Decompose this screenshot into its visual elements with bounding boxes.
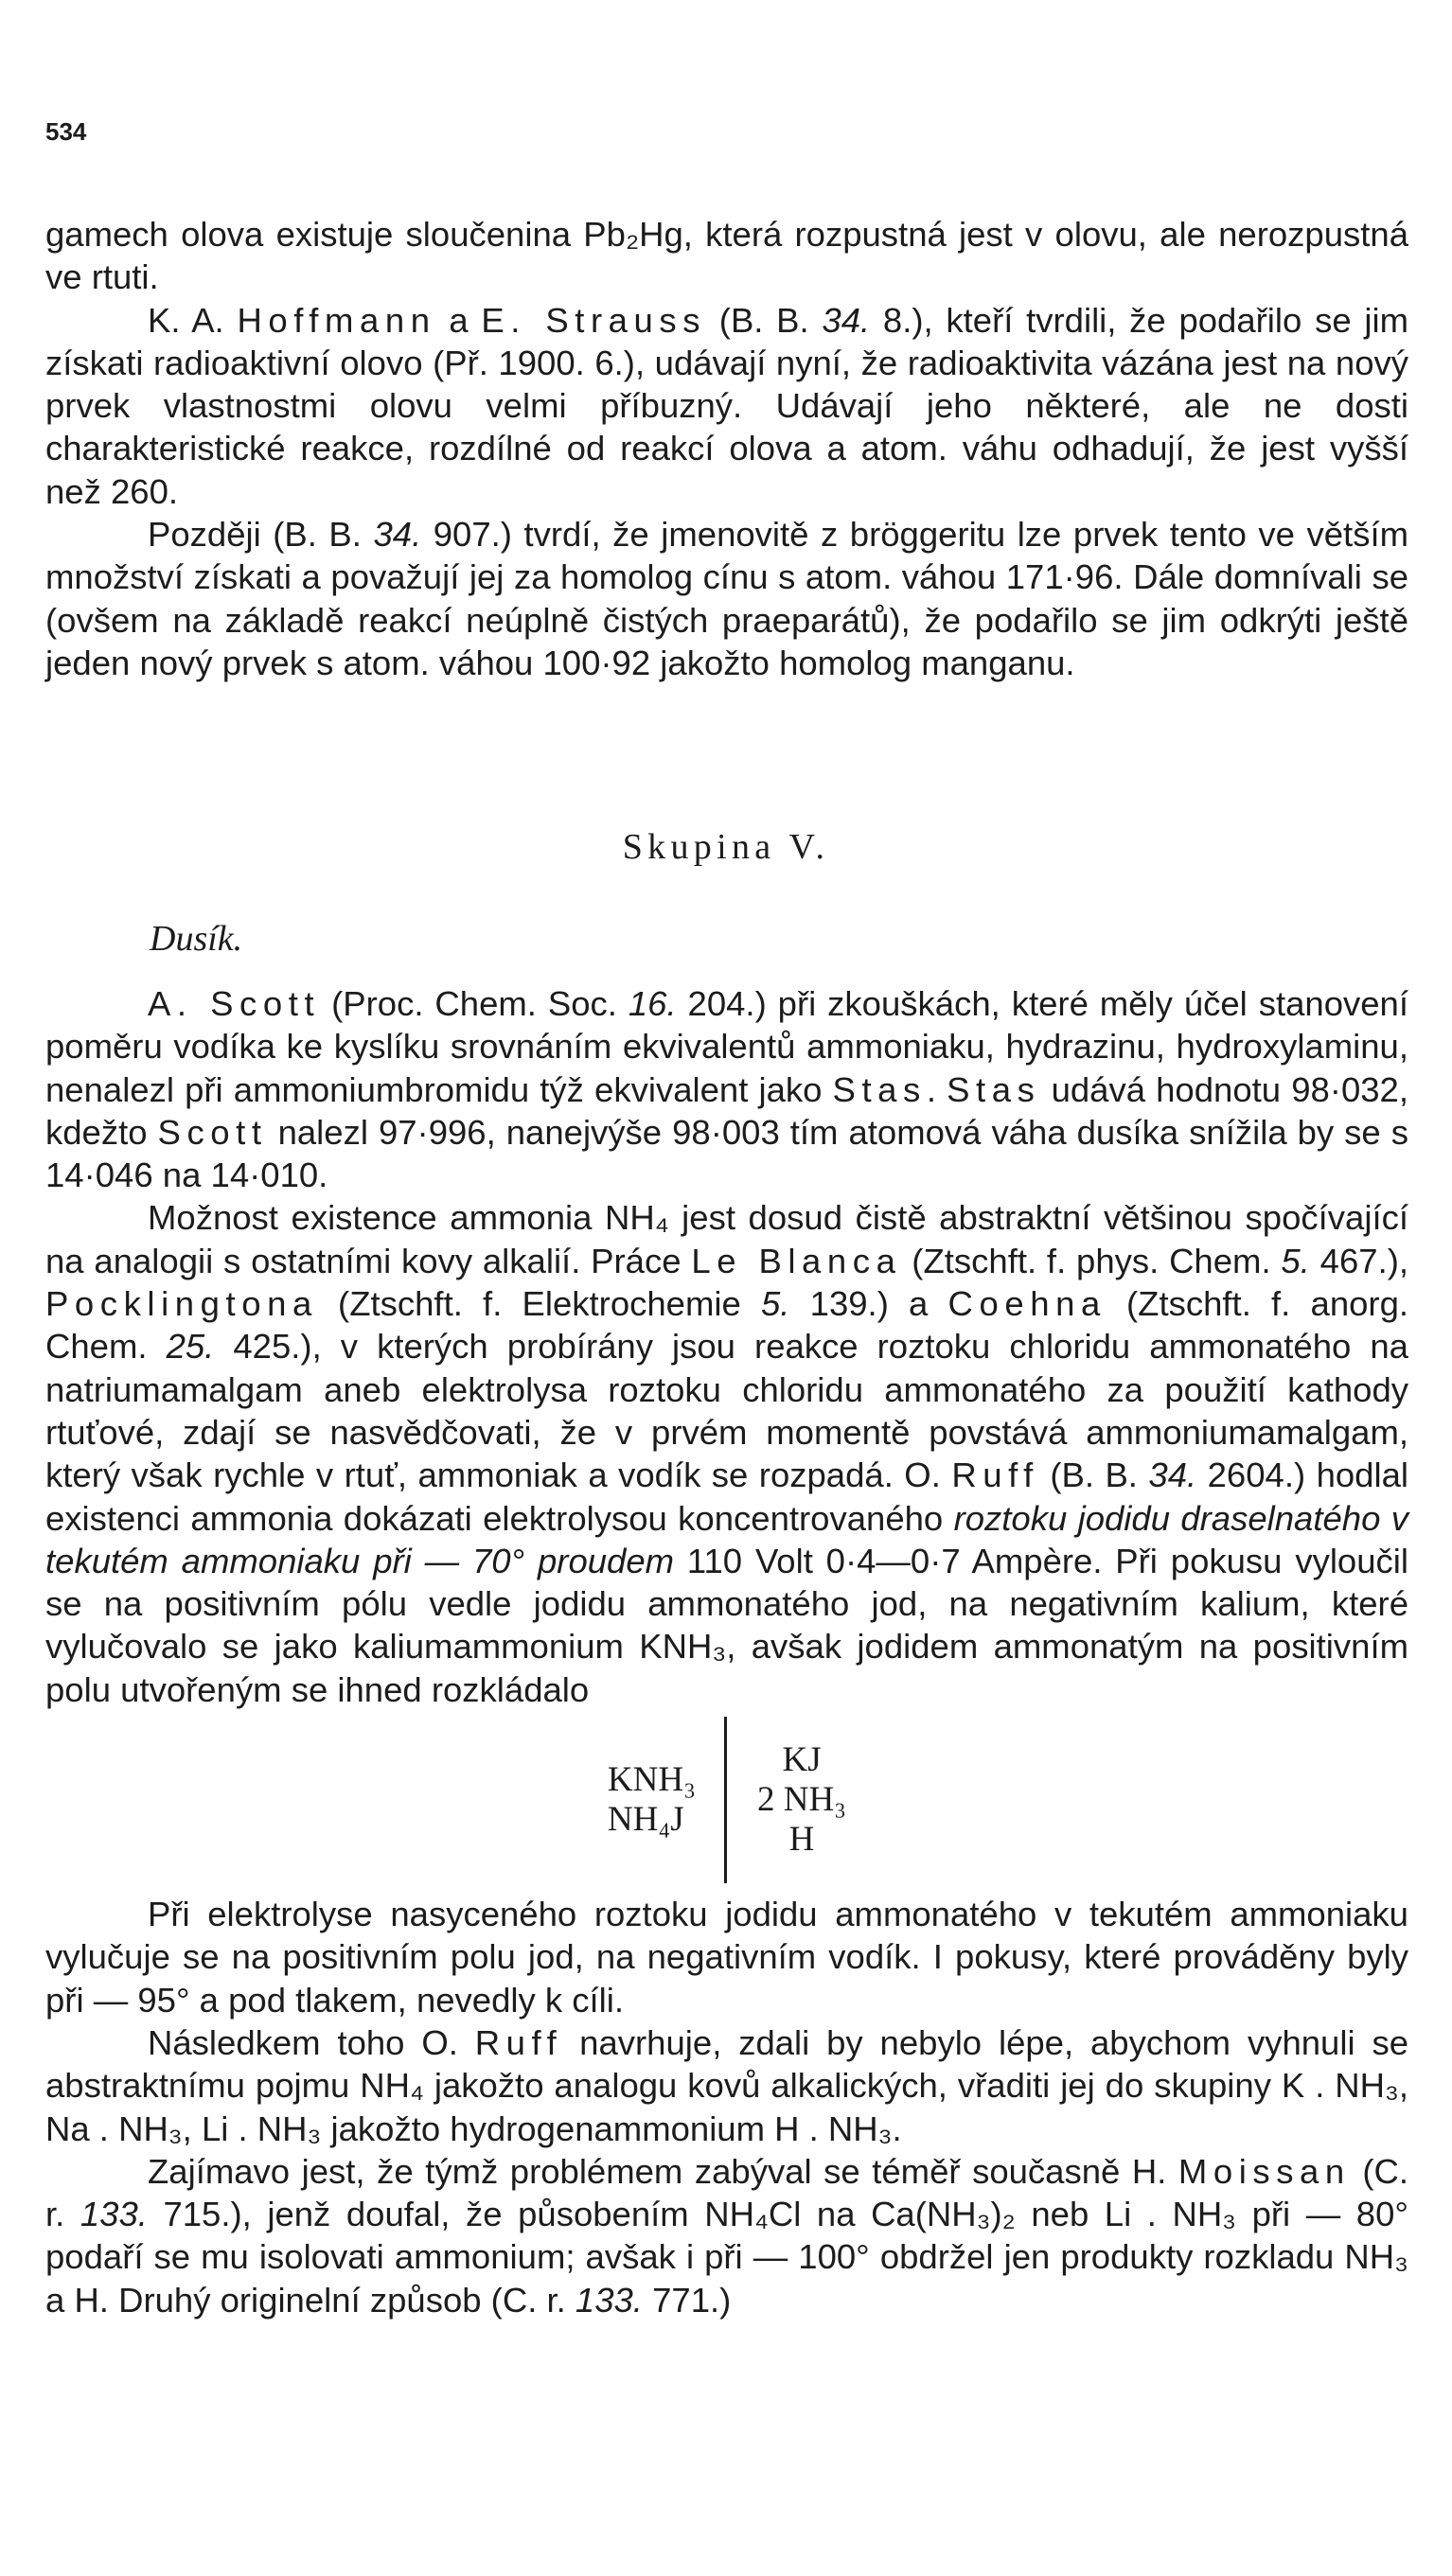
page-number: 534 — [45, 117, 87, 146]
author-name: Ruff — [474, 2022, 563, 2062]
volume-number: 133. — [80, 2195, 148, 2234]
text-run: 2604.) hodlal existenci ammonia dokázati elektrolysou koncentrovaného — [45, 1456, 1408, 1538]
section-heading: Skupina V. — [622, 827, 830, 867]
text-run: Následkem toho O. — [148, 2022, 475, 2062]
paragraph-8 — [45, 2150, 1408, 2321]
formula-term: KNH₃ — [607, 1760, 696, 1800]
text-run: navrhuje, zdali by nebylo lépe, abychom vyhnuli se abstraktnímu pojmu NH₄ jakožto analogu kovů alkalických, vřaditi jej do skupiny K . NH₃, Na . NH₃, Li . NH₃ jakožto hydrogenammonium H . NH₃. — [45, 2022, 1408, 2148]
text-run: 771.) — [642, 2280, 732, 2320]
formula-term: NH₄J — [607, 1800, 684, 1840]
text-run: a — [435, 300, 482, 340]
text-run: udává hodnotu 98·032, kdežto — [45, 1069, 1408, 1152]
text-run: Možnost existence ammonia NH₄ jest dosud čistě abstraktní většinou spočívající na analogii s ostatními kovy alkalií. Práce — [45, 1198, 1408, 1280]
author-name: Moissan — [1178, 2151, 1351, 2191]
volume-number: 5. — [761, 1284, 790, 1324]
author-name: Stas — [832, 1069, 927, 1109]
text-run: 467.), — [1309, 1241, 1409, 1280]
volume-number: 133. — [575, 2280, 643, 2320]
formula-right — [727, 1740, 846, 1860]
author-name: Pocklingtona — [45, 1284, 318, 1324]
formula-term: KJ — [782, 1740, 822, 1780]
author-name: Coehna — [947, 1284, 1107, 1324]
text-run: (Ztschft. f. phys. Chem. — [901, 1241, 1282, 1280]
formula-term: H — [788, 1820, 815, 1860]
text-run: Později (B. B. — [148, 515, 374, 555]
paragraph-2 — [45, 299, 1408, 513]
text-run: 8.), kteří tvrdili, že podařilo se jim získati radioaktivní olovo (Př. 1900. 6.), udávají nyní, že radioaktivita vázána jest na nový prvek vlastnostmi olovu velmi příbuzný. Udávají jeho některé, ale ne dosti charakteristické reakce, rozdílné od reakcí olova a atom. váhu odhadují, že jest vyšší než 260. — [45, 300, 1408, 511]
volume-number: 16. — [628, 984, 677, 1023]
text-section-nitrogen — [45, 982, 1408, 2321]
italic-text: roztoku jodidu draselnatého v tekutém ammoniaku při — 70° proudem — [45, 1498, 1408, 1580]
paragraph-7 — [45, 2021, 1408, 2150]
text-run: 110 Volt 0·4—0·7 Ampère. Při pokusu vyloučil se na positivním pólu vedle jodidu ammonatého jod, na negativním kalium, které vylučovalo se jako kaliumammonium KNH₃, avšak jodidem ammonatým na positivním polu utvořeným se ihned rozkládalo — [45, 1541, 1408, 1709]
text-run: 204.) při zkouškách, které měly účel stanovení poměru vodíka ke kyslíku srovnáním ekvivalentů ammoniaku, hydrazinu, hydroxylaminu, nenalezl při ammoniumbromidu týž ekvivalent jako — [45, 984, 1408, 1109]
text-run: Zajímavo jest, že týmž problémem zabýval se téměř současně H. — [148, 2151, 1178, 2191]
text-run: 715.), jenž doufal, že působením NH₄Cl na Ca(NH₃)₂ neb Li . NH₃ při — 80° podaří se mu isolovati ammonium; avšak i při — 100° obdržel jen produkty rozkladu NH₃ a H. Druhý originelní způsob (C. r. — [45, 2195, 1408, 2320]
formula-term: 2 NH₃ — [756, 1780, 847, 1820]
text-run: 139.) a — [789, 1284, 948, 1324]
volume-number: 34. — [1148, 1456, 1197, 1495]
text-run: 425.), v kterých probírány jsou reakce roztoku chloridu ammonatého na natriumamalgam aneb elektrolysa roztoku chloridu ammonatého za použití kathody rtuťové, zdají se nasvědčovati, že v prvém momentě povstává ammoniumamalgam, který však rychle v rtuť, ammoniak a vodík se rozpadá. O. — [45, 1327, 1408, 1495]
text-run: . — [926, 1069, 947, 1109]
reaction-formula — [45, 1717, 1408, 1883]
text-section-top — [45, 213, 1408, 684]
text-run: (Ztschft. f. Elektrochemie — [317, 1284, 761, 1324]
volume-number: 34. — [822, 300, 871, 340]
author-name: Scott — [157, 1112, 268, 1152]
paragraph-4 — [45, 982, 1408, 1196]
text-run: K. A. — [148, 300, 238, 340]
author-name: A. Scott — [148, 984, 321, 1023]
text-run: (Ztschft. f. anorg. Chem. — [45, 1284, 1409, 1367]
paragraph-5 — [45, 1196, 1408, 1711]
text-run: (C. r. — [45, 2151, 1408, 2234]
paragraph-3 — [45, 513, 1408, 684]
subsection-heading: Dusík. — [150, 919, 243, 959]
author-name: Ruff — [951, 1456, 1039, 1495]
text-run: (Proc. Chem. Soc. — [320, 984, 629, 1023]
text-run: (B. B. — [1038, 1456, 1149, 1495]
volume-number: 25. — [166, 1327, 215, 1367]
text-run: 907.) tvrdí, že jmenovitě z bröggeritu lze prvek tento ve větším množství získati a považují jej za homolog cínu s atom. váhou 171·96. Dále domnívali se (ovšem na základě reakcí neúplně čistých praeparátů), že podařilo se jim odkrýti ještě jeden nový prvek s atom. váhou 100·92 jakožto homolog manganu. — [45, 515, 1408, 682]
author-name: E. Strauss — [481, 300, 707, 340]
author-name: Stas — [947, 1069, 1041, 1109]
paragraph-1: gamech olova existuje sloučenina Pb₂Hg, která rozpustná jest v olovu, ale nerozpustná ve rtuti. — [45, 215, 1408, 297]
volume-number: 5. — [1281, 1241, 1310, 1280]
author-name: Le Blanca — [691, 1241, 902, 1280]
text-run: nalezl 97·996, nanejvýše 98·003 tím atomová váha dusíka snížila by se s 14·046 na 14·010. — [45, 1112, 1408, 1195]
formula-left — [608, 1760, 724, 1840]
author-name: Hoffmann — [237, 300, 436, 340]
volume-number: 34. — [373, 515, 422, 555]
text-run: (B. B. — [706, 300, 823, 340]
paragraph-6: Při elektrolyse nasyceného roztoku jodidu ammonatého v tekutém ammoniaku vylučuje se na positivním polu jod, na negativním vodík. I pokusy, které prováděny byly při — 95° a pod tlakem, nevedly k cíli. — [45, 1895, 1408, 2020]
